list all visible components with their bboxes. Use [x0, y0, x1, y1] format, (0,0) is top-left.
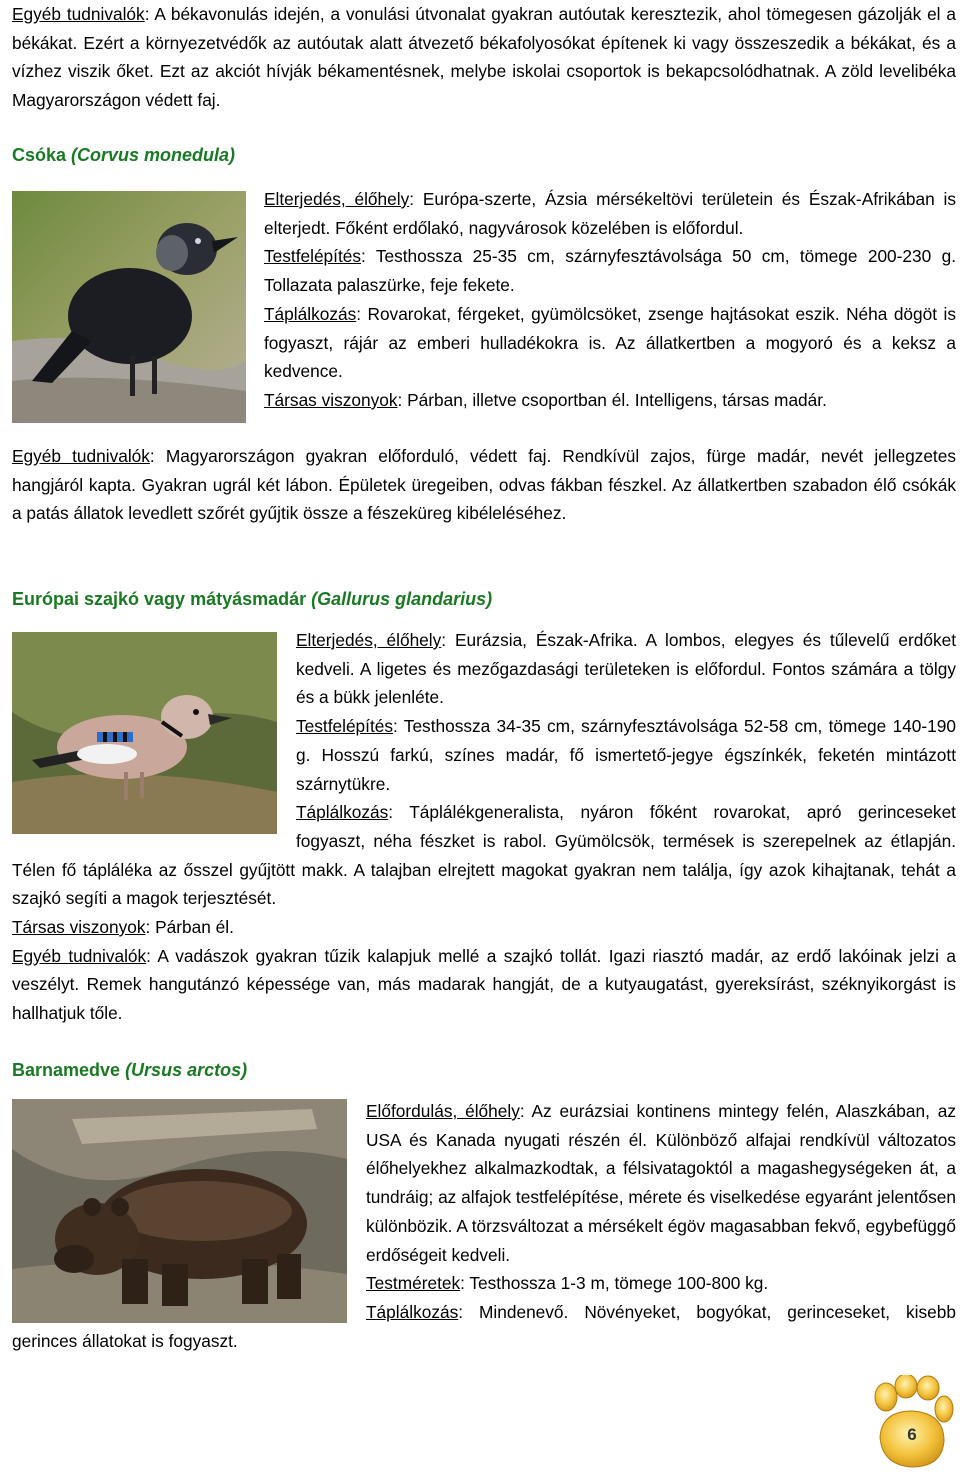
bear-food-label: Táplálkozás: [366, 1301, 459, 1322]
jay-food-text: : Táplálékgeneralista, nyáron főként rovarokat, apró gerinceseket fogyaszt, néha fészket is rabol. Gyümölcsök, termések is szerepelnek az étlapján. Télen fő tápláléka az ősszel gyűjtött makk. A talajban elrejtett magokat gyakran nem találja, így azok kihajtanak, tehát a szajkó segíti a magok terjesztését.: [12, 802, 956, 909]
bear-size-label: Testméretek: [366, 1273, 461, 1294]
jay-misc-label: Egyéb tudnivalók: [12, 945, 147, 966]
jay-food-label: Táplálkozás: [296, 802, 389, 823]
jay-heading-name: Európai szajkó vagy mátyásmadár: [12, 589, 312, 609]
jackdaw-range-text: : Európa-szerte, Ázsia mérsékeltövi területein és Észak-Afrikában is elterjedt. Főként erdőlakó, nagyvárosok közelében is előfordul.: [264, 189, 956, 238]
jay-heading-latin: (Gallurus glandarius): [311, 589, 493, 609]
jackdaw-misc-text: : Magyarországon gyakran előforduló, védett faj. Rendkívül zajos, fürge madár, nevét jellegzetes hangjáról kapta. Gyakran ugrál két lábon. Épületek üregeiben, odvas fákban fészkel. Az állatkertben szabadon élő csókák a patás állatok levedlett szőrét gyűjtik össze a fészeküreg kibéleléséhez.: [12, 446, 956, 524]
bear-heading: [12, 1056, 247, 1084]
jay-heading: [12, 585, 492, 613]
jackdaw-social-label: Társas viszonyok: [264, 389, 398, 410]
frog-misc-text: : A békavonulás idején, a vonulási útvonalat gyakran autóutak keresztezik, ahol tömegesen gázolják el a békákat. Ezért a környezetvédők az autóutak alatt átvezető békafolyosókat építenek ki vagy összeszedik a békákat, és a vízhez viszik őket. Ezt az akciót hívják békamentésnek, melybe iskolai csoportok is bekapcsolódhatnak. A zöld levelibéka Magyarországon védett faj.: [12, 4, 956, 111]
jackdaw-range-label: Elterjedés, élőhely: [264, 189, 410, 209]
jackdaw-details: [264, 185, 956, 415]
jackdaw-photo: [12, 191, 246, 423]
jackdaw-food-label: Táplálkozás: [264, 303, 357, 324]
bear-heading-name: Barnamedve: [12, 1060, 126, 1080]
jackdaw-body-label: Testfelépítés: [264, 246, 362, 267]
jay-photo: [12, 632, 277, 834]
bear-heading-latin: (Ursus arctos): [125, 1060, 248, 1080]
paw-print-icon: [870, 1375, 954, 1471]
jay-misc-text: : A vadászok gyakran tűzik kalapjuk mellé a szajkó tollát. Igazi riasztó madár, az erdő lakóinak jelzi a veszélyt. Remek hangutánzó képessége van, más madarak hangját, de a kutyaugatást, gyereksírást, széknyikorgást is hallhatjuk tőle.: [12, 945, 956, 1024]
jackdaw-heading: [12, 141, 235, 169]
bear-range-text: : Az eurázsiai kontinens mintegy felén, Alaszkában, az USA és Kanada nyugati részén él. Különböző alfajai rendkívül változatos élőhelyekhez alkalmazkodtak, a félsivatagoktól a magashegységeken át, a tundráig; az alfajok testfelépítése, mérete és viselkedése egyaránt jelentősen különbözik. A törzsváltozat a mérsékelt égöv magasabban fekvő, egybefüggő erdőségeit kedveli.: [366, 1101, 956, 1265]
bear-food-text: : Mindenevő. Növényeket, bogyókat, gerinceseket, kisebb gerinces állatokat is fogyaszt.: [12, 1301, 956, 1351]
jay-body-text: : Testhossza 34-35 cm, szárnyfesztávolsága 52-58 cm, tömege 140-190 g. Hosszú farkú, színes madár, fő ismertető-jegye égszínkék, feketén mintázott szárnytükre.: [296, 716, 956, 794]
bear-size-text: : Testhossza 1-3 m, tömege 100-800 kg.: [460, 1273, 769, 1294]
jay-range-label: Elterjedés, élőhely: [296, 630, 442, 650]
jackdaw-heading-name: Csóka: [12, 145, 72, 165]
jackdaw-heading-latin: (Corvus monedula): [71, 145, 236, 165]
jay-body-label: Testfelépítés: [296, 716, 394, 737]
bear-photo: [12, 1099, 347, 1323]
jackdaw-misc-paragraph: [12, 442, 956, 528]
paw-print-page-badge: [870, 1375, 954, 1471]
jackdaw-social-text: : Párban, illetve csoportban él. Intelligens, társas madár.: [397, 389, 827, 410]
jay-range-text: : Eurázsia, Észak-Afrika. A lombos, elegyes és tűlevelű erdőket kedveli. A ligetes és mezőgazdasági területeken is előfordul. Fontos számára a tölgy és a bükk jelenléte.: [296, 630, 956, 708]
jackdaw-misc-label: Egyéb tudnivalók: [12, 446, 150, 466]
frog-misc-paragraph: [12, 0, 956, 115]
frog-misc-label: Egyéb tudnivalók: [12, 4, 145, 24]
jackdaw-food-text: : Rovarokat, férgeket, gyümölcsöket, zsenge hajtásokat eszik. Néha dögöt is fogyaszt, rájár az emberi hulladékokra is. Az állatkertben a mogyoró és a keksz a kedvence.: [264, 303, 956, 382]
jackdaw-body-text: : Testhossza 25-35 cm, szárnyfesztávolsága 50 cm, tömege 200-230 g. Tollazata palaszürke, feje fekete.: [264, 246, 956, 296]
bear-details: [12, 1097, 956, 1355]
jay-details: [12, 626, 956, 1028]
page-number: 6: [907, 1425, 917, 1444]
jay-social-label: Társas viszonyok: [12, 917, 146, 938]
jay-social-text: : Párban él.: [145, 917, 234, 938]
bear-range-label: Előfordulás, élőhely: [366, 1101, 520, 1121]
